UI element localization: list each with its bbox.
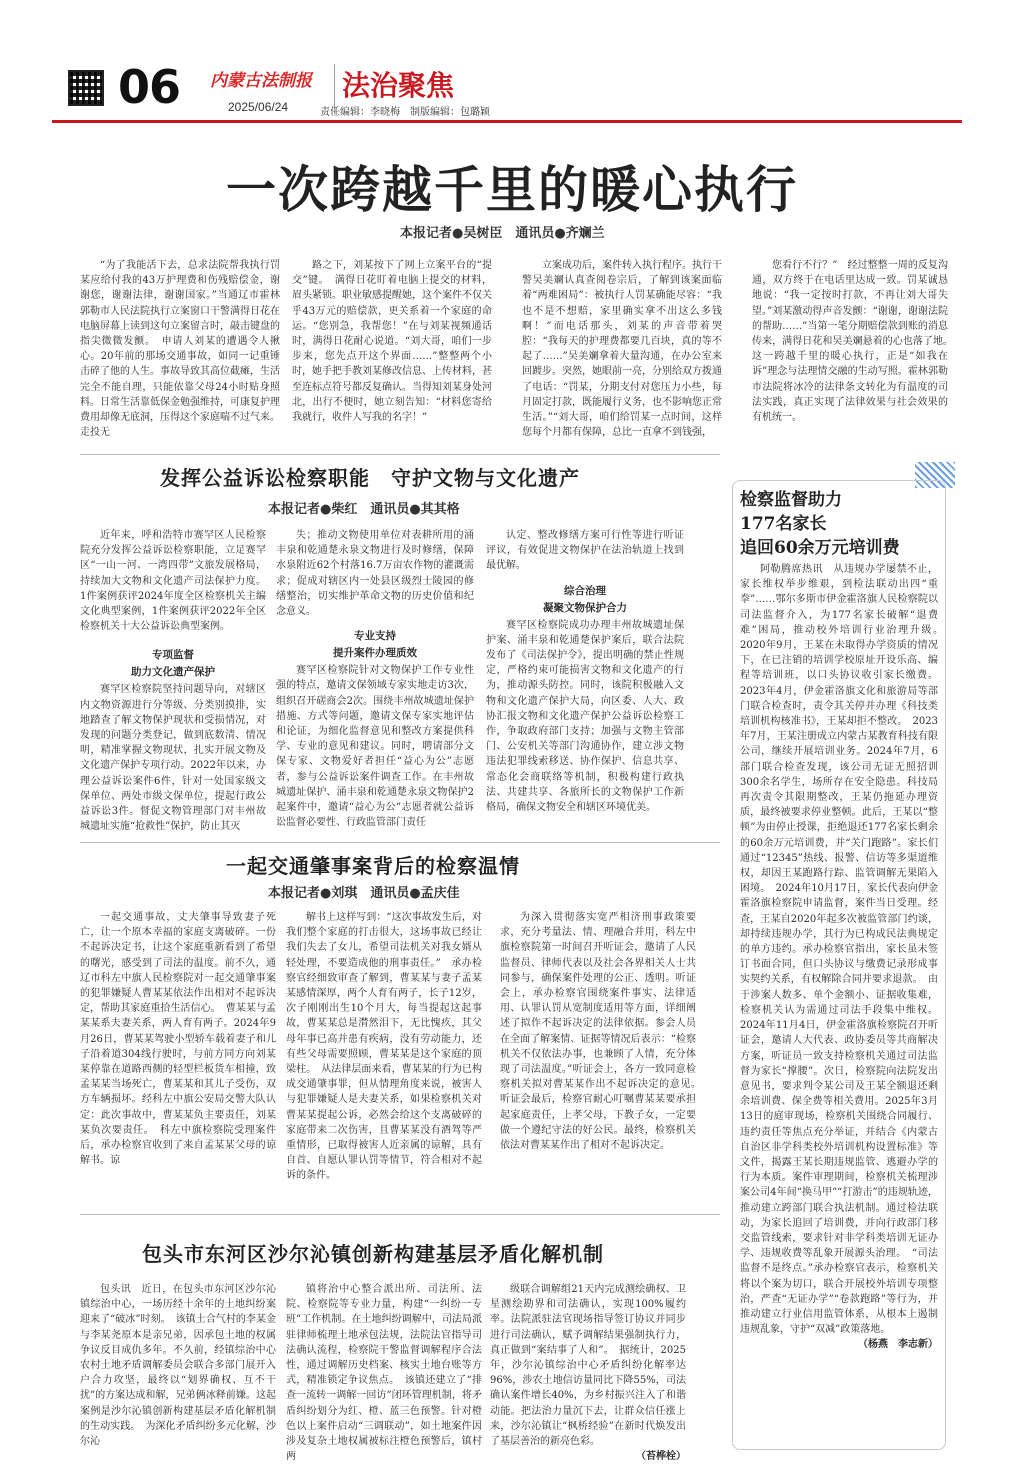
article-heritage-title: 发挥公益诉讼检察职能 守护文物与文化遗产 — [160, 466, 580, 490]
subhead: 专项监督 — [152, 649, 194, 662]
subhead: 专业支持 — [354, 630, 396, 643]
heritage-column-3: 认定、整改修缮方案可行性等进行听证评议，有效促进文物保护在法治轨道上找到最优解。 综合治理 凝聚文物保护合力 赛罕区检察院成功办理丰州故城遗址保护案、涌丰泉和乾通楚保护案后，联合法院发布了《司法保护令》，提出明确的禁止性规定，严格约束可能损害文物和文化遗产的行为，推动源头防控。同时，该院积极融入文物和文化遗产保护大局，向区委、人大、政协汇报文物和文化遗产保护公益诉讼检察工作，争取政府部门支持；加强与文物主管部门、公安机关等部门沟通协作，建立涉文物违法犯罪线索移送、协作保护、信息共享、常态化会商联络等机制，积极构建行政执法、共建共享、各旅所长的文物保护工作新格局，确保文物安全和辖区环境优美。 — [486, 530, 684, 814]
traffic-column-1: 一起交通事故，丈夫肇事导致妻子死亡，让一个原本幸福的家庭支离破碎。一份不起诉决定书，让这个家庭重新看到了希望的曙光，感受到了司法的温度。前不久，通辽市科左中旗人民检察院对一起交通肇事案的犯罪嫌疑人曹某某依法作出相对不起诉决定，帮助其家庭重拾生活信心。 曹某某与孟某某系夫妻关系，两人育有两子。2024年9月26日，曹某某驾驶小型轿车载着妻子和儿子沿着道304线行驶时，与前方同方向刘某某停靠在道路西侧的轻型栏板货车相撞，致孟某某当场死亡，曹某某和其儿子受伤，双方车辆损坏。经科左中旗公安局交警大队认定：此次事故中，曹某某负主要责任，刘某某负次要责任。 科左中旗检察院受理案件后，承办检察官收到了来自孟某某父母的谅解书。谅 — [80, 912, 276, 1167]
divider — [80, 1214, 720, 1215]
lead-column-2: 路之下，刘某按下了网上立案平台的“提交”键。 满得日花盯着电脑上提交的材料，眉头紧锁。职业敏感提醒她，这个案件不仅关乎43万元的赔偿款，更关系着一个家庭的命运。“您别急，我帮您！”在与刘某视频通话时，满得日花耐心说道。“刘大哥，咱们一步步来，您先点开这个界面……”整整两个小时，她手把手教刘某修改信息、上传材料，甚至连标点符号都反复确认。当得知刘某身处河北，出行不便时，她立刻告知：“材料您寄给我就行，收件人写我的名字！” — [292, 260, 492, 424]
traffic-column-3: 为深入贯彻落实宽严相济刑事政策要求，充分考量法、情、理融合并用，科左中旗检察院第一时间召开听证会，邀请了人民监督员、律师代表以及社会各界相关人士共同参与，确保案件处理的公正、透明。听证会上，承办检察官围绕案件事实、法律适用、认罪认罚从宽制度适用等方面，详细阐述了拟作不起诉决定的法律依据。参会人员在全面了解案情、证据等情况后表示：“检察机关不仅依法办事，也兼顾了人情，充分体现了司法温度。”听证会上，各方一致同意检察机关拟对曹某某作出不起诉决定的意见。 听证会最后，检察官耐心叮嘱曹某某要承担起家庭责任，上孝父母，下教子女，一定要做一个遵纪守法的好公民。最终，检察机关依法对曹某某作出了相对不起诉决定。 — [500, 912, 706, 1152]
subhead: 提升案件办理质效 — [333, 647, 417, 660]
donghe-column-3: 级联合调解组21天内完成测绘确权、卫星测绘勘界和司法确认，实现100%履约率。法院派驻法官现场指导签订协议并同步进行司法确认，赋予调解结果强制执行力，真正做到“案结事了人和”。 据统计，2025年，沙尔沁镇综治中心矛盾纠纷化解率达96%，涉农土地信访量同比下降55%，司法确认案件增长40%，为乡村振兴注入了和谐动能。把法治力量沉下去，让群众信任涨上来，沙尔沁镇让“枫桥经验”在新时代焕发出了基层善治的新亮色彩。 （苔桦栓） — [490, 1282, 686, 1462]
heritage-column-2: 失；推动文物使用单位对表耕所用的涌丰泉和乾通楚永泉文物进行及时修缮，保障水泉附近62个村落16.7万亩农作物的灌溉需求；促成对辖区内一处县区级烈士陵园的修缮整治，切实维护革命文物的历史价值和纪念意义。 专业支持 提升案件办理质效 赛罕区检察院针对文物保护工作专业性强的特点，邀请文保领域专家实地走访3次，组织召开磋商会2次。围绕丰州故城遗址保护措施、方式等问题，邀请文保专家实地评估和论证，为细化监督意见和整改方案提供科学、专业的意见和建议。同时，聘请部分文保专家、文物爱好者担任“益心为公”志愿者，参与公益诉讼案件调查工作。在丰州故城遗址保护、涌丰泉和乾通楚永泉文物保护2起案件中，邀请“益心为公”志愿者就公益诉讼监督必要性、行政监管部门责任 — [276, 530, 474, 829]
subhead: 综合治理 — [564, 584, 606, 597]
lead-headline: 一次跨越千里的暖心执行 — [226, 160, 798, 219]
lead-column-4: 您看行不行？” 经过整整一周的反复沟通，双方终于在电话里达成一致。罚某诚恳地说：“我一定按时打款，不再让刘大哥失望。”刘某激动得声音发颤：“谢谢，谢谢法院的帮助……”当第一笔分期赔偿款到账的消息传来，满得日花和吴美斓悬着的心也落了地。 这一跨越千里的暖心执行，正是“如我在诉”理念与法理情交融的生动写照。霍林郭勒市法院将冰冷的法律条文转化为有温度的司法实践，真正实现了法律效果与社会效果的有机统一。 — [752, 260, 958, 424]
sidebar-title-line-3: 追回60余万元培训费 — [740, 538, 900, 558]
article-traffic-title: 一起交通肇事案背后的检察温情 — [226, 854, 520, 878]
article-traffic-byline: 本报记者●刘琪 通讯员●孟庆佳 — [268, 886, 460, 901]
sidebar-signature: （杨燕 李志新） — [858, 1339, 938, 1351]
divider — [80, 842, 720, 843]
qr-code-icon — [68, 70, 104, 106]
subhead: 凝聚文物保护合力 — [543, 601, 627, 614]
masthead-rule — [52, 120, 962, 123]
issue-date: 2025/06/24 — [228, 100, 289, 114]
sidebar-title — [740, 488, 900, 560]
traffic-column-2: 解书上这样写到：“这次事故发生后，对我们整个家庭的打击很大，这场事故已经让我们失去了女儿，希望司法机关对我女婿从轻处理，不要造成他的刑事责任。” 承办检察官经细致审查了解到，曹某某与妻子孟某某感情深厚，两个人育有两子，长子12岁，次子刚刚出生10个月大，每当提起这起事故，曹某某总是潸然泪下，无比愧疚，其父母年事已高并患有疾病，没有劳动能力，还有些父母需要照顾，曹某某是这个家庭的顶梁柱。 从法律层面来看，曹某某的行为已构成交通肇事罪，但从情理角度来说，被害人与犯罪嫌疑人是夫妻关系，如果检察机关对曹某某提起公诉，必然会给这个支离破碎的家庭带来二次伤害，且曹某某没有酒驾等严重情形，已取得被害人近亲属的谅解，具有自首、自愿认罪认罚等情节，符合相对不起诉的条件。 — [286, 912, 482, 1182]
sidebar-title-line-2: 177名家长 — [740, 514, 827, 534]
page-number: 06 — [118, 60, 181, 114]
sidebar-body: 阿勒腾席热讯 从违规办学屡禁不止，家长维权举步维艰，到检法联动出四“重拳”……鄂尔多斯市伊金霍洛旗人民检察院以司法监督介入，为177名家长破解“退费难”困局，推动校外培训行业治理升级。 2020年9月，王某在未取得办学资质的情况下，在已注销的培训学校原址开设乐高、编程等培训班，以口头协议收引家长缴费。2023年4月，伊金霍洛旗文化和旅游局等部门联合检查时，责令其关停并办理《科技类培训机构核准书》，王某却拒不整改。 2023年7月，王某注册成立内蒙古某教育科技有限公司，继续开展培训业务。2024年7月，6部门联合检查发现，该公司无证无照招训300余名学生，场所存在安全隐患。科技局再次责令其限期整改，王某仍拖延办理资质，最终被要求停业整顿。此后，王某以“整顿”为由停止授课，拒绝退还177名家长剩余的60余万元培训费，并“关门跑路”。家长们通过“12345”热线、报警、信访等多渠道维权，却因王某跑路行踪、监管调解无果陷入困境。 2024年10月17日，家长代表向伊金霍洛旗检察院申请监督，案件当日受理。经查，王某自2020年起多次被监管部门约谈，却持续违规办学，其行为已构成民法典规定的单方违约。承办检察官指出，家长虽未签订书面合同，但口头协议与缴费记录形成事实契约关系，有权解除合同并要求退款。 由于涉案人数多、单个金额小、证据收集难，检察机关认为需通过司法手段集中维权。2024年11月4日，伊金霍洛旗检察院召开听证会，邀请人大代表、政协委员等共商解决方案，听证员一致支持检察机关通过司法监督为家长“撑腰”。次日，检察院向法院发出意见书，要求判令某公司及王某全额退还剩余培训费、保全费等相关费用。2025年3月13日的庭审现场，检察机关围绕合同履行、违约责任等焦点充分举证，并结合《内蒙古自治区非学科类校外培训机构设置标准》等文件，揭露王某长期违规监管、逃避办学的行为本质。案件审理期间，检察机关梳理涉案公司4年间“换马甲”“打游击”的违规轨迹，推动建立跨部门联合执法机制。通过检法联动，为家长追回了培训费，并向行政部门移交监管线索，要求针对非学科类培训无证办学、违规收费等乱象开展源头治理。 “司法监督不是终点。”承办检察官表示，检察机关将以个案为切口，联合开展校外培训专项整治，严查“无证办学”“卷款跑路”等行为，并推动建立行业信用监管体系，从根本上遏制违规乱象，守护“双减”政策落地。 （杨燕 李志新） — [740, 562, 938, 1442]
article-heritage-byline: 本报记者●柴红 通讯员●其其格 — [268, 502, 460, 517]
article-signature: （苔桦栓） — [636, 1451, 686, 1463]
donghe-column-1: 包头讯 近日，在包头市东河区沙尔沁镇综治中心，一场历经十余年的土地纠纷案迎来了“破冰”时刻。 该镇土合气村的李某金与李某尧原本是亲兄弟，因承包土地的权属争议反目成仇多年。不久前，经镇综治中心农村土地矛盾调解委员会联合多部门展开入户合力攻坚，最终以“划界确权、互不干扰”的方案达成和解，兄弟俩冰释前嫌。这起案例是沙尔沁镇创新构建基层矛盾化解机制的生动实践。 为深化矛盾纠纷多元化解，沙尔沁 — [80, 1284, 276, 1448]
article-donghe-title: 包头市东河区沙尔沁镇创新构建基层矛盾化解机制 — [142, 1242, 604, 1266]
editors-line: 责任编辑：李晓梅 制版编辑：包璐颖 — [320, 107, 490, 118]
section-title: 法治聚焦 — [342, 69, 455, 102]
donghe-column-2: 镇将治中心整合派出所、司法所、法院、检察院等专业力量，构建“一纠纷一专班”工作机制。在土地纠纷调解中，司法局派驻律师梳理土地承包法规，法院法官指导司法确认流程，检察院干警监督调解程序合法性，通过调解历史档案、核实土地台账等方式，精准锁定争议焦点。 该镇还建立了“排查一流转一调解一回访”闭环管理机制，将矛盾纠纷划分为红、橙、蓝三色预警。针对橙色以上案件启动“三调联动”，如土地案件因涉及复杂土地权属被标注橙色预警后，镇村两 — [286, 1284, 482, 1463]
subhead: 助力文化遗产保护 — [131, 666, 215, 679]
newspaper-logo: 内蒙古法制报 — [210, 71, 312, 91]
divider — [80, 454, 720, 455]
lead-column-3: 立案成功后，案件转入执行程序。执行干警吴美斓认真查阅卷宗后，了解到该案面临着“两难困局”：被执行人罚某确能尽容：“我也不是不想赔，家里确实拿不出这么多钱啊！”而电话那头，刘某的声音带着哭腔：“我每天的护理费都要几百块，真的等不起了……”吴美斓拿着大量沟通，在办公室来回踱步。突然，她眼前一亮，分别给双方拨通了电话：“罚某，分期支付对您压力小些，每月固定打款，既能履行义务，也不影响您正常生活。”“刘大哥，咱们给罚某一点时间，这样您每个月都有保障，总比一直拿不到钱强， — [522, 260, 722, 439]
sidebar-title-line-1: 检察监督助力 — [740, 490, 842, 510]
lead-byline: 本报记者●吴树臣 通讯员●齐斓兰 — [400, 226, 605, 241]
heritage-column-1: 近年来，呼和浩特市赛罕区人民检察院充分发挥公益诉讼检察职能，立足赛罕区“一山一河、一湾四带”文旅发展格局，持续加大文物和文化遗产司法保护力度。1件案例获评2024年度全区检察机关主编文化典型案例，1件案例获评2022年全区检察机关十大公益诉讼典型案例。 专项监督 助力文化遗产保护 赛罕区检察院坚持问题导向，对辖区内文物资源进行分等级、分类别摸排，实地踏查了解文物保护现状和受损情况，对发现的问题分类登记，做到底数清、情况明，精准掌握文物现状，扎实开展文物及文化遗产保护专项行动。2022年以来，办理公益诉讼案件6件，针对一处国家级文保单位、两处市级文保单位，提起行政公益诉讼3件。督促文物管理部门对丰州故城遗址实施“抢救性”保护，防止其灭 — [80, 530, 266, 833]
lead-column-1: “为了我能活下去，总求法院帮我执行罚某应给付我的43万护理费和伤残赔偿金，谢谢您，谢谢法律，谢谢国家。”当通辽市霍林郭勒市人民法院执行立案窗口干警满得日花在电脑屏幕上读到这句立案留言时，敲击键盘的指尖微微发颤。 申请人刘某的遭遇令人揪心。20年前的那场交通事故，如同一记重锤击碎了他的人生。事故导致其高位截瘫，生活完全不能自理，只能依靠父母24小时贴身照料。日常生活靠低保金勉强维持，可康复护理费用却像无底洞，压得这个家庭喘不过气来。走投无 — [80, 260, 280, 439]
